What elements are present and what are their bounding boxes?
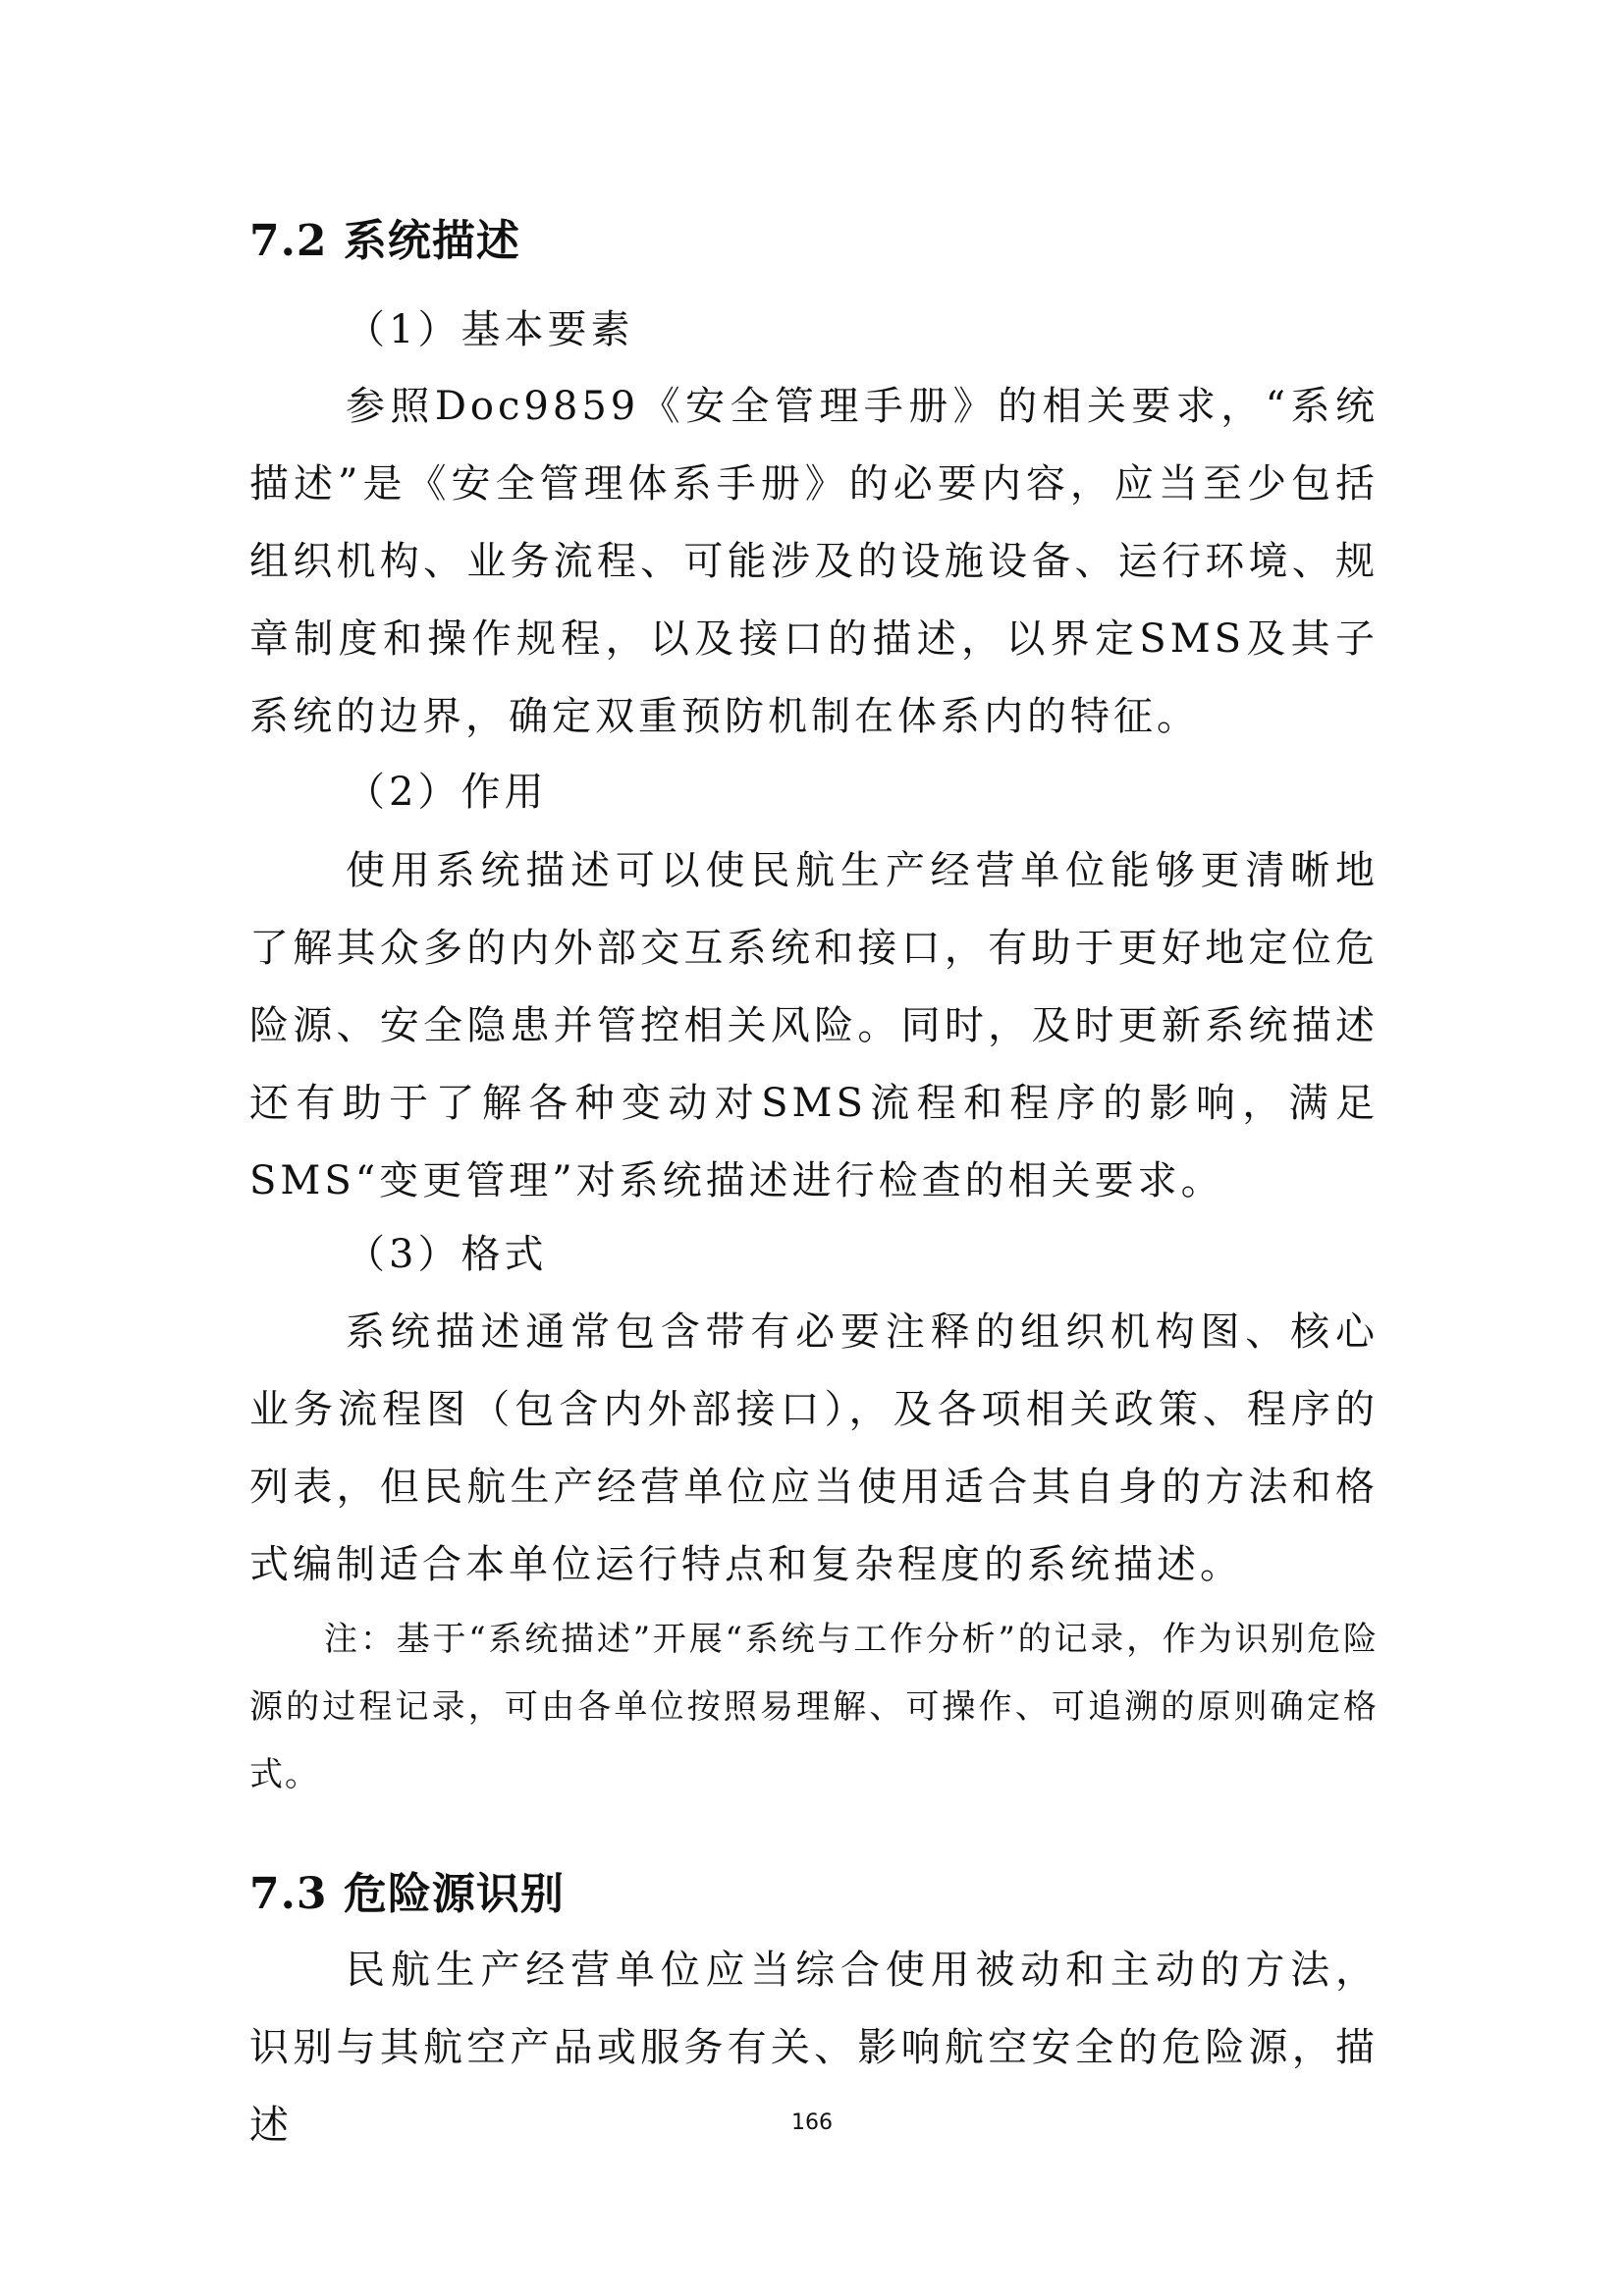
subsection-1-paragraph: 参照Doc9859《安全管理手册》的相关要求，“系统描述”是《安全管理体系手册》的必要内容，应当至少包括组织机构、业务流程、可能涉及的设施设备、运行环境、规章制度和操作规程，以及接口的描述，以界定SMS及其子系统的边界，确定双重预防机制在体系内的特征。 (249, 384, 1379, 739)
subsection-2-title: （2）作用 (346, 770, 548, 815)
section-7-3-paragraph: 民航生产经营单位应当综合使用被动和主动的方法，识别与其航空产品或服务有关、影响航空安全的危险源，描述 (249, 1948, 1379, 2148)
page-number: 166 (791, 2110, 833, 2135)
section-7-2-heading: 7.2 系统描述 (249, 216, 520, 266)
subsection-2-paragraph: 使用系统描述可以使民航生产经营单位能够更清晰地了解其众多的内外部交互系统和接口，有助于更好地定位危险源、安全隐患并管控相关风险。同时，及时更新系统描述还有助于了解各种变动对SMS流程和程序的影响，满足SMS“变更管理”对系统描述进行检查的相关要求。 (249, 848, 1379, 1203)
section-7-3-heading: 7.3 危险源识别 (249, 1869, 565, 1919)
subsection-3-title: （3）格式 (346, 1232, 548, 1277)
note-paragraph: 注：基于“系统描述”开展“系统与工作分析”的记录，作为识别危险源的过程记录，可由各单位按照易理解、可操作、可追溯的原则确定格式。 (249, 1620, 1379, 1794)
subsection-1-title: （1）基本要素 (346, 307, 634, 352)
subsection-3-paragraph: 系统描述通常包含带有必要注释的组织机构图、核心业务流程图（包含内外部接口），及各项相关政策、程序的列表，但民航生产经营单位应当使用适合其自身的方法和格式编制适合本单位运行特点和复杂程度的系统描述。 (249, 1309, 1379, 1587)
